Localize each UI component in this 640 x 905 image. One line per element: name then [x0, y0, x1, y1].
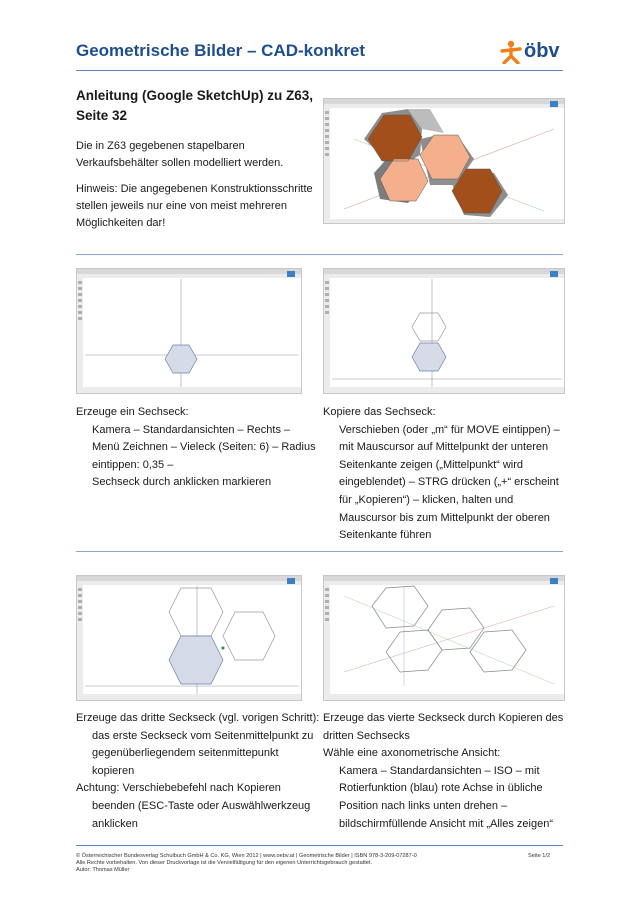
logo-text: öbv	[524, 40, 560, 62]
step2-caption	[323, 404, 563, 545]
oebv-logo	[500, 40, 570, 66]
step3-warning: Achtung: Verschiebebefehl nach Kopieren	[76, 782, 281, 795]
step4-caption	[323, 710, 567, 833]
header-rule	[76, 70, 563, 71]
step3-instruction: das erste Seckseck vom Seitenmittelpunkt zu gegenüberliegendem seitenmittepunkt kopieren	[92, 729, 314, 777]
sketchup-screenshot-step2	[323, 268, 565, 394]
footer-line-3: Autor: Thomas Müller	[76, 867, 130, 873]
step3-caption	[76, 710, 320, 833]
footer-rule	[76, 845, 563, 846]
sketchup-screenshot-step4	[323, 575, 565, 701]
step4-instruction: Kamera – Standardansichten – ISO – mit Rotierfunktion (blau) rote Achse in übliche Position nach links unten drehen – bildschirmfüllende Ansicht mit „Alles zeigen“	[339, 764, 553, 830]
hint-text: Hinweis: Die angegebenen Konstruktionsschritte stellen jeweils nur eine von meist mehreren Möglichkeiten dar!	[76, 183, 313, 229]
step1-instruction: Kamera – Standardansichten – Rechts – Menü Zeichnen – Vieleck (Seiten: 6) – Radius eintippen: 0,35 –	[92, 423, 316, 471]
sketchup-screenshot-step1	[76, 268, 302, 394]
step3-warning-detail: beenden (ESC-Taste oder Auswählwerkzeug anklicken	[92, 799, 311, 830]
logo-figure-icon	[500, 40, 522, 64]
step2-instruction: Verschieben (oder „m“ für MOVE eintippen) –mit Mauscursor auf Mittelpunkt der unteren Seitenkante zeigen („Mittelpunkt“ wird eingeblendet) – STRG drücken („+“ erscheint für „Kopieren“) – klicken, halten und Mauscursor bis zum Mittelpunkt der oberen Seitenkante führen	[339, 423, 560, 542]
step1-instruction-2: Sechseck durch anklicken markieren	[92, 476, 272, 489]
step4-subheading: Wähle eine axonometrische Ansicht:	[323, 747, 501, 760]
divider-1	[76, 254, 563, 255]
footer-line-1: © Österreichischer Bundesverlag Schulbuch GmbH & Co. KG, Wien 2012 | www.oebv.at | Geometrische Bilder | ISBN 978-3-209-07287-0	[76, 853, 417, 859]
sketchup-screenshot-final-model	[323, 98, 565, 224]
footer-copyright	[76, 853, 496, 874]
step1-caption	[76, 404, 316, 492]
sketchup-screenshot-step3	[76, 575, 302, 701]
intro-text: Die in Z63 gegebenen stapelbaren Verkaufsbehälter sollen modelliert werden.	[76, 140, 284, 169]
step1-heading: Erzeuge ein Sechseck:	[76, 406, 189, 418]
step3-heading: Erzeuge das dritte Seckseck (vgl. vorigen Schritt):	[76, 712, 320, 724]
footer-line-2: Alle Rechte vorbehalten. Von dieser Druckvorlage ist die Vervielfältigung für den eigenen Unterrichtsgebrauch gestattet.	[76, 860, 373, 866]
divider-2	[76, 551, 563, 552]
step2-heading: Kopiere das Sechseck:	[323, 406, 436, 418]
step4-heading: Erzeuge das vierte Seckseck durch Kopieren des dritten Sechsecks	[323, 712, 564, 742]
page-number: Seite 1/2	[528, 853, 551, 859]
section-title: Anleitung (Google SketchUp) zu Z63, Seite 32	[76, 88, 314, 123]
document-title: Geometrische Bilder – CAD-konkret	[76, 41, 366, 60]
